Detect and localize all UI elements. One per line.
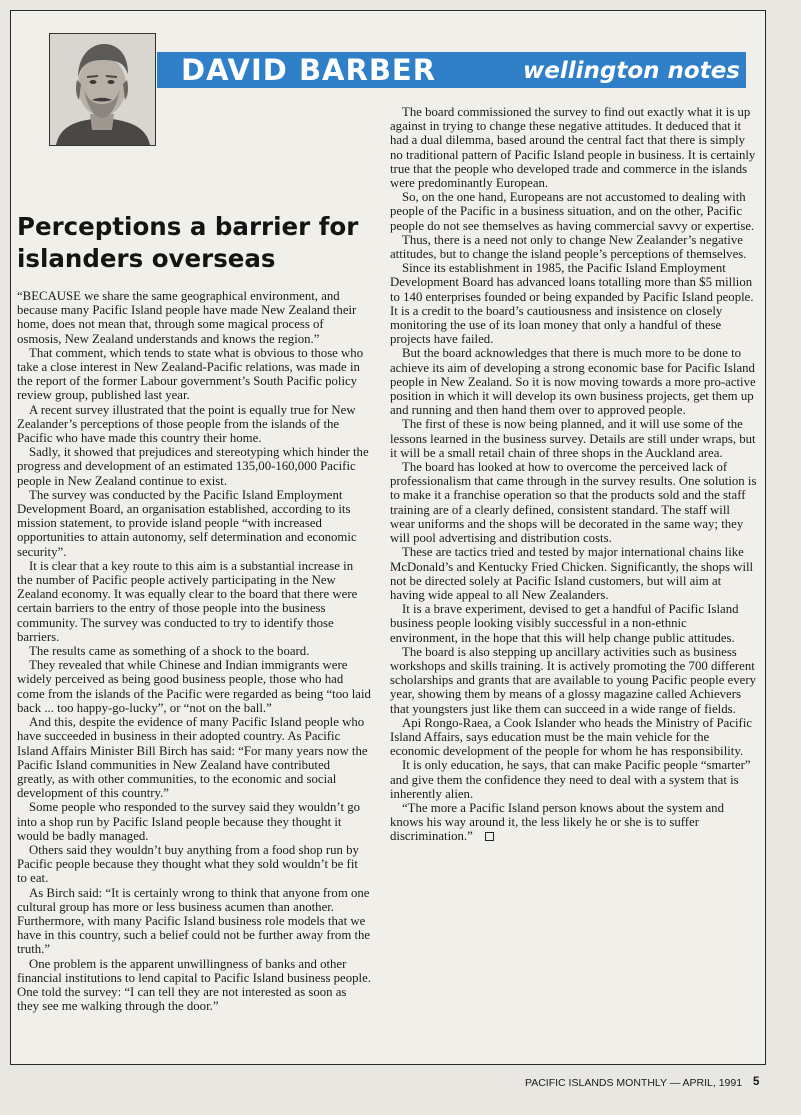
article-paragraph: One problem is the apparent unwillingness of banks and other financial institutions to lend capital to Pacific Island business people. One told the survey: “I can tell they are not interested as soon as they see me walking through the door.” xyxy=(17,956,371,1014)
article-paragraph: The board commissioned the survey to find out exactly what it is up against in trying to change these negative attitudes. It deduced that it had a dual dilemma, based around the central fact that there is simply no traditional pattern of Pacific Island people in business. It is certainly true that the people who developed trade and commerce in the islands were predominantly European. xyxy=(390,105,756,191)
article-paragraph: Thus, there is a need not only to change New Zealander’s negative attitudes, but to change the island people’s perceptions of themselves. xyxy=(390,232,747,262)
article-paragraph: Api Rongo-Raea, a Cook Islander who heads the Ministry of Pacific Island Affairs, says education must be the main vehicle for the economic development of the people for whom he has responsibility. xyxy=(390,715,753,759)
article-paragraph: They revealed that while Chinese and Indian immigrants were widely perceived as being good business people, those who had come from the islands of the Pacific were regarded as being “too laid back ... too happy-go-lucky”, or “not on the ball.” xyxy=(17,658,371,715)
article-paragraph: Others said they wouldn’t buy anything from a food shop run by Pacific people because they thought what they sold wouldn’t be fit to eat. xyxy=(17,842,359,886)
article-final-paragraph xyxy=(390,801,757,844)
article-paragraph: The results came as something of a shock to the board. xyxy=(29,644,310,659)
article-paragraph: These are tactics tried and tested by major international chains like McDonald’s and Kentucky Fried Chicken. Significantly, the shops will not be directed solely at Pacific Island customers, but will aim at having wide appeal to all New Zealanders. xyxy=(390,545,754,602)
article-paragraph-text: “The more a Pacific Island person knows about the system and knows his way around it, the less likely he or she is to suffer discrimination.” xyxy=(390,800,724,844)
article-paragraph: Since its establishment in 1985, the Pacific Island Employment Development Board has advanced loans totalling more than $5 million to 140 enterprises founded or being expanded by Pacific Island people. It is a credit to the board’s cautiousness and insistence on closely monitoring the use of its loan money that only a handful of these projects have failed. xyxy=(390,261,754,347)
article-paragraph: That comment, which tends to state what is obvious to those who take a close interest in New Zealand-Pacific relations, was made in the report of the former Labour government’s South Pacific policy review group, published last year. xyxy=(17,345,364,403)
author-name: DAVID BARBER xyxy=(181,53,437,87)
column-name: wellington notes xyxy=(523,58,740,84)
article-paragraph: But the board acknowledges that there is much more to be done to achieve its aim of developing a strong economic base for Pacific Island people in New Zealand. So it is now moving towards a more pro-active position in which it will develop its own business projects, get them up and running and then hand them over to approved people. xyxy=(390,346,756,418)
article-paragraph: As Birch said: “It is certainly wrong to think that anyone from one cultural group has more or less business acumen than another. Furthermore, with many Pacific Island business role models that we have in this country, such a belief could not be further away from the truth.” xyxy=(17,885,371,957)
page-number: 5 xyxy=(753,1076,760,1088)
article-paragraph: A recent survey illustrated that the point is equally true for New Zealander’s perceptions of those people from the islands of the Pacific who have made this country their home. xyxy=(17,402,356,446)
article-column-left xyxy=(17,289,371,1013)
article-paragraph: Some people who responded to the survey said they wouldn’t go into a shop run by Pacific Island people because they thought it would be badly managed. xyxy=(17,800,361,843)
article-headline: Perceptions a barrier for islanders overseas xyxy=(17,212,359,273)
end-mark-icon xyxy=(485,832,494,841)
article-column-right xyxy=(390,105,757,844)
article-paragraph: It is clear that a key route to this aim is a substantial increase in the number of Pacific people actively participating in the New Zealand economy. It was equally clear to the board that there were certain barriers to the entry of those people into the business community. The survey was conducted to try to identify those barriers. xyxy=(17,558,358,644)
article-paragraph: It is a brave experiment, devised to get a handful of Pacific Island business people looking visibly successful in a non-ethnic environment, in the hope that this will help change public attitudes. xyxy=(390,602,739,645)
article-paragraph: And this, despite the evidence of many Pacific Island people who have succeeded in business in their adopted country. As Pacific Island Affairs Minister Bill Birch has said: “For many years now the Pacific Island communities in New Zealand have contributed greatly, as with other communities, to the economic and social development of this country.” xyxy=(17,715,368,801)
author-portrait-icon xyxy=(50,34,155,145)
article-paragraph: Sadly, it showed that prejudices and stereotyping which hinder the progress and development of an estimated 135,00-160,000 Pacific people in New Zealand continue to exist. xyxy=(17,445,369,488)
author-photo xyxy=(49,33,156,146)
article-paragraph: “BECAUSE we share the same geographical environment, and because many Pacific Island people have made New Zealand their home, does not mean that, through some magical process of osmosis, New Zealand understands and knows the region.” xyxy=(17,289,357,346)
article-paragraph: The first of these is now being planned, and it will use some of the lessons learned in the business survey. Details are still under wraps, but it will be a small retail chain of three shops in the Auckland area. xyxy=(390,417,756,460)
article-paragraph: It is only education, he says, that can make Pacific people “smarter” and give them the confidence they need to deal with a system that is inherently alien. xyxy=(390,758,751,801)
article-paragraph: The survey was conducted by the Pacific Island Employment Development Board, an organisation established, according to its mission statement, to provide island people “with increased opportunities to attain autonomy, self determination and economic security”. xyxy=(17,487,357,559)
article-paragraph: So, on the one hand, Europeans are not accustomed to dealing with people of the Pacific in a business situation, and on the other, Pacific people do not see themselves as having commercial savvy or expertise. xyxy=(390,190,755,233)
column-banner xyxy=(157,52,746,88)
publication-footer: PACIFIC ISLANDS MONTHLY — APRIL, 1991 xyxy=(525,1077,743,1089)
article-paragraph: The board has looked at how to overcome the perceived lack of professionalism that came through in the survey results. One solution is to make it a franchise operation so that the products sold and the staff training are of a clearly defined, consistent standard. The staff will wear uniforms and the shops will be decorated in the same way; they will pool advertising and distribution costs. xyxy=(390,460,757,546)
article-paragraph: The board is also stepping up ancillary activities such as business workshops and skills training. It is actively promoting the 700 different scholarships and grants that are available to young Pacific people every year, showing them by means of a glossy magazine called Achievers that youngsters just like them can succeed in a wide range of fields. xyxy=(390,644,757,716)
